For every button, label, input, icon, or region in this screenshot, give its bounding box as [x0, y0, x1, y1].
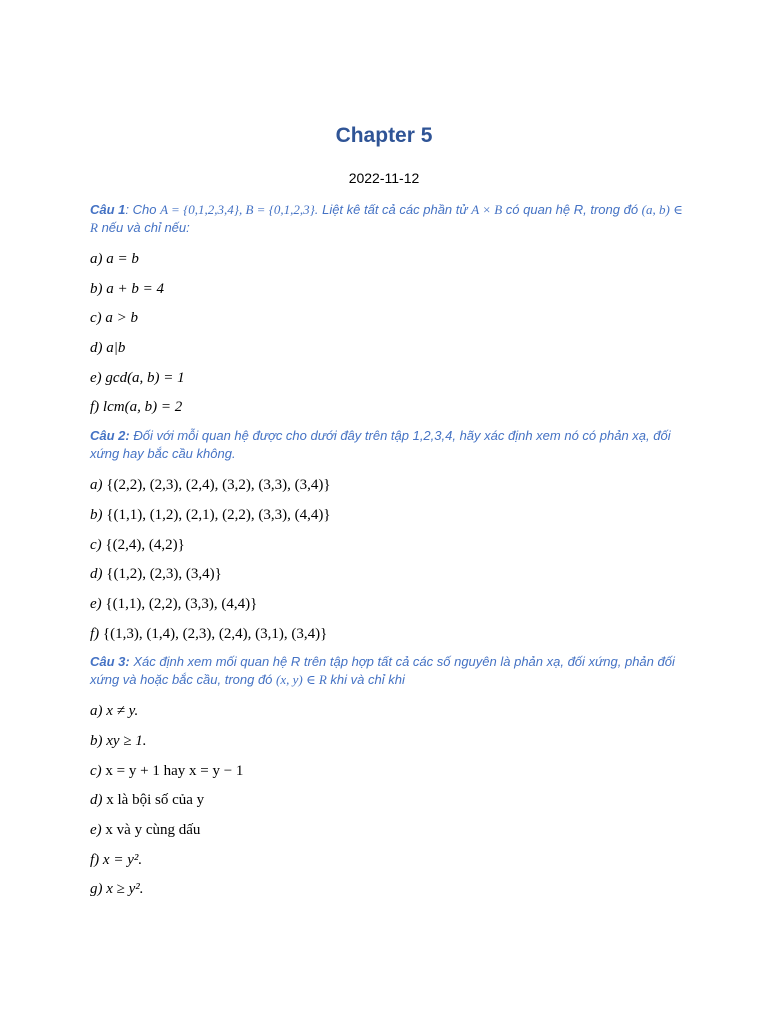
- list-item: c) a > b: [90, 310, 139, 327]
- list-item: e) x và y cùng dấu: [90, 822, 201, 838]
- list-item: f) x = y².: [90, 851, 143, 868]
- list-item: g) x ≥ y².: [90, 881, 144, 898]
- list-item: d) a|b: [90, 340, 126, 357]
- relation-expression: (a, b) ∈ R: [90, 202, 683, 235]
- list-item: c) {(2,4), (4,2)}: [90, 536, 185, 553]
- list-item: b) {(1,1), (1,2), (2,1), (2,2), (3,3), (4,4)}: [90, 506, 331, 523]
- list-item: e) {(1,1), (2,2), (3,3), (4,4)}: [90, 595, 258, 612]
- question-2-label: Câu 2:: [90, 428, 130, 444]
- cartesian-product: A × B: [471, 202, 503, 217]
- question-3-label: Câu 3:: [90, 654, 130, 670]
- relation-expression: (x, y) ∈ R: [276, 672, 327, 688]
- set-a: A = {0,1,2,3,4},: [160, 202, 246, 217]
- question-2: Câu 2: Đối với mỗi quan hệ được cho dưới đây trên tập 1,2,3,4, hãy xác định xem nó có phản xạ, đối xứng hay bắc cầu không.: [90, 428, 671, 462]
- list-item: b) xy ≥ 1.: [90, 732, 147, 749]
- list-item: f) lcm(a, b) = 2: [90, 399, 183, 416]
- document-body: [90, 201, 690, 909]
- list-item: f) {(1,3), (1,4), (2,3), (2,4), (3,1), (3,4)}: [90, 625, 328, 642]
- set-b: B = {0,1,2,3}: [245, 202, 315, 217]
- question-1: Câu 1: Cho A = {0,1,2,3,4}, B = {0,1,2,3}. Liệt kê tất cả các phần tử A × B có quan hệ R, trong đó (a, b) ∈ R nếu và chỉ nếu:: [90, 202, 683, 235]
- question-3: Câu 3: Xác định xem mối quan hệ R trên tập hợp tất cả các số nguyên là phản xạ, đối xứng, phản đối xứng và hoặc bắc cầu, trong đó (x, y) ∈ R khi và chỉ khi: [90, 654, 675, 688]
- list-item: b) a + b = 4: [90, 280, 164, 297]
- list-item: c) x = y + 1 hay x = y − 1: [90, 762, 244, 779]
- question-1-label: Câu 1: [90, 202, 126, 217]
- list-item: a) x ≠ y.: [90, 703, 139, 720]
- document-date: 2022-11-12: [348, 170, 420, 186]
- list-item: d) x là bội số của y: [90, 792, 205, 809]
- list-item: d) {(1,2), (2,3), (3,4)}: [90, 566, 222, 583]
- list-item: a) a = b: [90, 251, 139, 267]
- list-item: a) {(2,2), (2,3), (2,4), (3,2), (3,3), (3,4)}: [90, 477, 331, 494]
- chapter-title: Chapter 5: [335, 124, 433, 147]
- list-item: e) gcd(a, b) = 1: [90, 369, 185, 386]
